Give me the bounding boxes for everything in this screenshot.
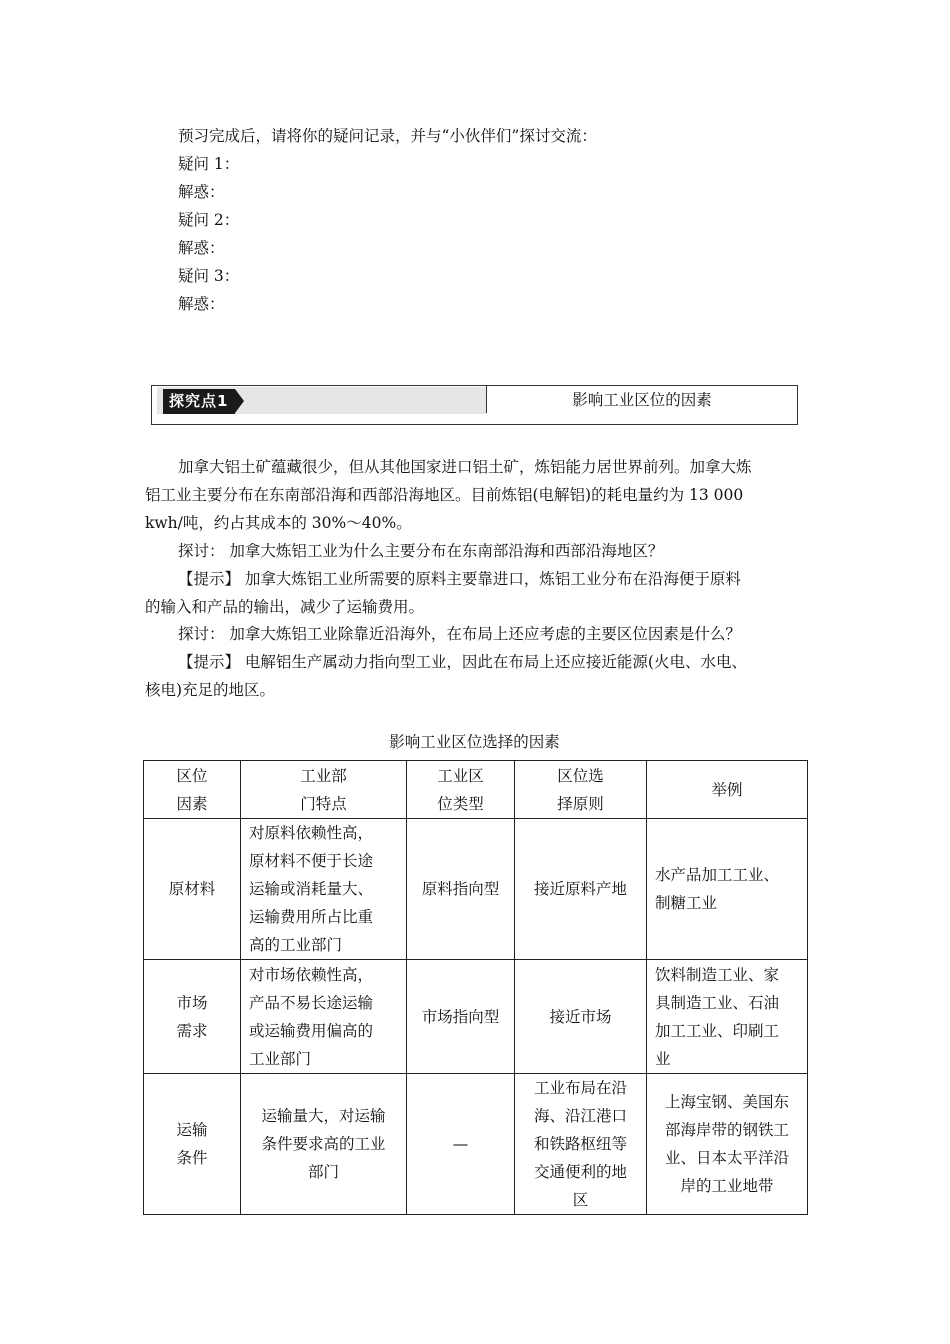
cell-example: 水产品加工工业、 制糖工业 <box>647 819 808 960</box>
cell-factor: 原材料 <box>144 819 241 960</box>
cell-feature: 运输量大，对运输 条件要求高的工业 部门 <box>241 1074 407 1215</box>
questions-intro: 预习完成后，请将你的疑问记录，并与“小伙伴们”探讨交流： <box>178 127 597 145</box>
cell-factor: 运输 条件 <box>144 1074 241 1215</box>
header-feature: 工业部 门特点 <box>241 761 407 819</box>
header-principle: 区位选 择原则 <box>515 761 647 819</box>
table-caption: 影响工业区位选择的因素 <box>389 733 560 751</box>
section-banner <box>151 385 798 425</box>
table-row <box>144 960 808 1074</box>
cell-example: 上海宝钢、美国东 部海岸带的钢铁工 业、日本太平洋沿 岸的工业地带 <box>647 1074 808 1215</box>
discussion-question-2: 探讨： 加拿大炼铝工业除靠近沿海外，在布局上还应考虑的主要区位因素是什么？ <box>178 625 741 643</box>
question-3-label: 疑问 3： <box>178 267 240 285</box>
hint-2-line: 核电)充足的地区。 <box>145 681 276 699</box>
banner-title: 影响工业区位的因素 <box>572 391 712 409</box>
table-row <box>144 819 808 960</box>
cell-principle: 接近市场 <box>515 960 647 1074</box>
cell-example: 饮料制造工业、家 具制造工业、石油 加工工业、印刷工 业 <box>647 960 808 1074</box>
passage-line: 铝工业主要分布在东南部沿海和西部沿海地区。目前炼铝(电解铝)的耗电量约为 13 000 <box>145 486 744 504</box>
cell-principle: 接近原料产地 <box>515 819 647 960</box>
factors-table <box>143 760 808 1215</box>
hint-2-line: 【提示】 电解铝生产属动力指向型工业，因此在布局上还应接近能源(火电、水电、 <box>178 653 747 671</box>
passage-line: kwh/吨，约占其成本的 30%～40%。 <box>145 514 412 532</box>
cell-feature: 对原料依赖性高， 原材料不便于长途 运输或消耗量大、 运输费用所占比重 高的工业部门 <box>241 819 407 960</box>
cell-principle: 工业布局在沿 海、沿江港口 和铁路枢纽等 交通便利的地 区 <box>515 1074 647 1215</box>
passage-line: 加拿大铝土矿蕴藏很少，但从其他国家进口铝土矿，炼铝能力居世界前列。加拿大炼 <box>178 458 752 476</box>
cell-feature: 对市场依赖性高， 产品不易长途运输 或运输费用偏高的 工业部门 <box>241 960 407 1074</box>
cell-type: 市场指向型 <box>407 960 515 1074</box>
cell-type: 原料指向型 <box>407 819 515 960</box>
banner-left-panel <box>157 387 487 414</box>
answer-2-label: 解惑： <box>178 239 225 257</box>
question-2-label: 疑问 2： <box>178 211 240 229</box>
question-1-label: 疑问 1： <box>178 155 240 173</box>
discussion-question-1: 探讨： 加拿大炼铝工业为什么主要分布在东南部沿海和西部沿海地区？ <box>178 542 664 560</box>
table-header-row <box>144 761 808 819</box>
cell-type: — <box>407 1074 515 1215</box>
cell-factor: 市场 需求 <box>144 960 241 1074</box>
header-example: 举例 <box>647 761 808 819</box>
banner-tag: 探究点1 <box>163 389 235 414</box>
header-factor: 区位 因素 <box>144 761 241 819</box>
table-row <box>144 1074 808 1215</box>
answer-1-label: 解惑： <box>178 183 225 201</box>
hint-1-line: 的输入和产品的输出，减少了运输费用。 <box>145 598 425 616</box>
header-type: 工业区 位类型 <box>407 761 515 819</box>
answer-3-label: 解惑： <box>178 295 225 313</box>
hint-1-line: 【提示】 加拿大炼铝工业所需要的原料主要靠进口，炼铝工业分布在沿海便于原料 <box>178 570 741 588</box>
